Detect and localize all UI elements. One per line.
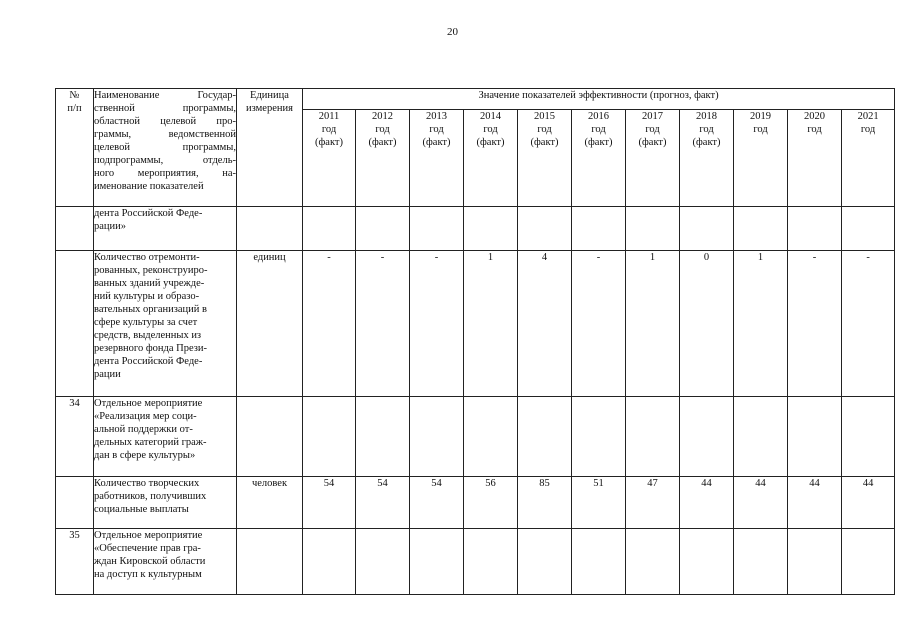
row-name: Количество творческих работников, получивших социальные выплаты bbox=[94, 477, 237, 529]
row-name: Отдельное мероприятие «Реализация мер соци- альной поддержки от- дельных категорий граж- дан в сфере культуры» bbox=[94, 397, 237, 477]
row-number bbox=[56, 477, 94, 529]
row-number bbox=[56, 207, 94, 251]
value-cell-2015: 4 bbox=[518, 251, 572, 397]
header-year-2011: 2011 год (факт) bbox=[303, 110, 356, 207]
value-cell-2018 bbox=[680, 529, 734, 595]
table-row bbox=[56, 207, 895, 251]
header-year-2012: 2012 год (факт) bbox=[356, 110, 410, 207]
value-cell-2013 bbox=[410, 397, 464, 477]
row-name: Отдельное мероприятие «Обеспечение прав гра- ждан Кировской области на доступ к культурным bbox=[94, 529, 237, 595]
row-name: дента Российской Феде- рации» bbox=[94, 207, 237, 251]
table-row bbox=[56, 397, 895, 477]
value-cell-2020: 44 bbox=[788, 477, 842, 529]
header-name: Наименование Государ- ственной программы, областной целевой про- граммы, ведомственной целевой программы, подпрограммы, отдель- ного мероприятия, на- именование показателей bbox=[94, 89, 237, 207]
value-cell-2021 bbox=[842, 207, 895, 251]
page-number: 20 bbox=[447, 26, 458, 38]
header-year-2013: 2013 год (факт) bbox=[410, 110, 464, 207]
value-cell-2011: 54 bbox=[303, 477, 356, 529]
value-cell-2017: 1 bbox=[626, 251, 680, 397]
row-number: 34 bbox=[56, 397, 94, 477]
value-cell-2020 bbox=[788, 207, 842, 251]
value-cell-2015 bbox=[518, 397, 572, 477]
value-cell-2011 bbox=[303, 529, 356, 595]
value-cell-2018: 0 bbox=[680, 251, 734, 397]
value-cell-2020 bbox=[788, 529, 842, 595]
value-cell-2019 bbox=[734, 207, 788, 251]
table-row bbox=[56, 529, 895, 595]
value-cell-2012 bbox=[356, 397, 410, 477]
value-cell-2021 bbox=[842, 397, 895, 477]
header-indicator-values: Значение показателей эффективности (прогноз, факт) bbox=[303, 89, 895, 110]
value-cell-2013: - bbox=[410, 251, 464, 397]
value-cell-2017 bbox=[626, 529, 680, 595]
value-cell-2020: - bbox=[788, 251, 842, 397]
value-cell-2013: 54 bbox=[410, 477, 464, 529]
value-cell-2017 bbox=[626, 207, 680, 251]
value-cell-2018: 44 bbox=[680, 477, 734, 529]
header-year-2015: 2015 год (факт) bbox=[518, 110, 572, 207]
row-unit bbox=[237, 529, 303, 595]
value-cell-2014 bbox=[464, 529, 518, 595]
value-cell-2013 bbox=[410, 207, 464, 251]
value-cell-2021: 44 bbox=[842, 477, 895, 529]
value-cell-2018 bbox=[680, 207, 734, 251]
value-cell-2012 bbox=[356, 529, 410, 595]
value-cell-2016: - bbox=[572, 251, 626, 397]
value-cell-2015 bbox=[518, 529, 572, 595]
value-cell-2021 bbox=[842, 529, 895, 595]
value-cell-2018 bbox=[680, 397, 734, 477]
value-cell-2016 bbox=[572, 207, 626, 251]
row-unit bbox=[237, 207, 303, 251]
value-cell-2019: 1 bbox=[734, 251, 788, 397]
header-year-2016: 2016 год (факт) bbox=[572, 110, 626, 207]
header-year-2018: 2018 год (факт) bbox=[680, 110, 734, 207]
value-cell-2016 bbox=[572, 397, 626, 477]
value-cell-2019 bbox=[734, 397, 788, 477]
value-cell-2017: 47 bbox=[626, 477, 680, 529]
value-cell-2016 bbox=[572, 529, 626, 595]
header-year-2019: 2019 год bbox=[734, 110, 788, 207]
value-cell-2014: 1 bbox=[464, 251, 518, 397]
value-cell-2011: - bbox=[303, 251, 356, 397]
value-cell-2019 bbox=[734, 529, 788, 595]
value-cell-2012: 54 bbox=[356, 477, 410, 529]
value-cell-2020 bbox=[788, 397, 842, 477]
table-row bbox=[56, 251, 895, 397]
indicators-table bbox=[55, 88, 895, 595]
row-unit: единиц bbox=[237, 251, 303, 397]
header-year-2020: 2020 год bbox=[788, 110, 842, 207]
value-cell-2014 bbox=[464, 207, 518, 251]
value-cell-2015: 85 bbox=[518, 477, 572, 529]
table-row bbox=[56, 477, 895, 529]
value-cell-2021: - bbox=[842, 251, 895, 397]
row-number bbox=[56, 251, 94, 397]
row-number: 35 bbox=[56, 529, 94, 595]
header-unit: Единица измерения bbox=[237, 89, 303, 207]
value-cell-2017 bbox=[626, 397, 680, 477]
value-cell-2016: 51 bbox=[572, 477, 626, 529]
value-cell-2011 bbox=[303, 397, 356, 477]
header-year-2014: 2014 год (факт) bbox=[464, 110, 518, 207]
value-cell-2015 bbox=[518, 207, 572, 251]
row-name: Количество отремонти- рованных, реконструиро- ванных зданий учрежде- ний культуры и образо- вательных организаций в сфере культуры за счет средств, выделенных из резервного фонда Прези- дента Российской Феде- рации bbox=[94, 251, 237, 397]
value-cell-2014 bbox=[464, 397, 518, 477]
value-cell-2019: 44 bbox=[734, 477, 788, 529]
value-cell-2014: 56 bbox=[464, 477, 518, 529]
row-unit bbox=[237, 397, 303, 477]
value-cell-2011 bbox=[303, 207, 356, 251]
row-unit: человек bbox=[237, 477, 303, 529]
value-cell-2012 bbox=[356, 207, 410, 251]
header-year-2017: 2017 год (факт) bbox=[626, 110, 680, 207]
value-cell-2012: - bbox=[356, 251, 410, 397]
value-cell-2013 bbox=[410, 529, 464, 595]
header-number: № п/п bbox=[56, 89, 94, 207]
header-year-2021: 2021 год bbox=[842, 110, 895, 207]
